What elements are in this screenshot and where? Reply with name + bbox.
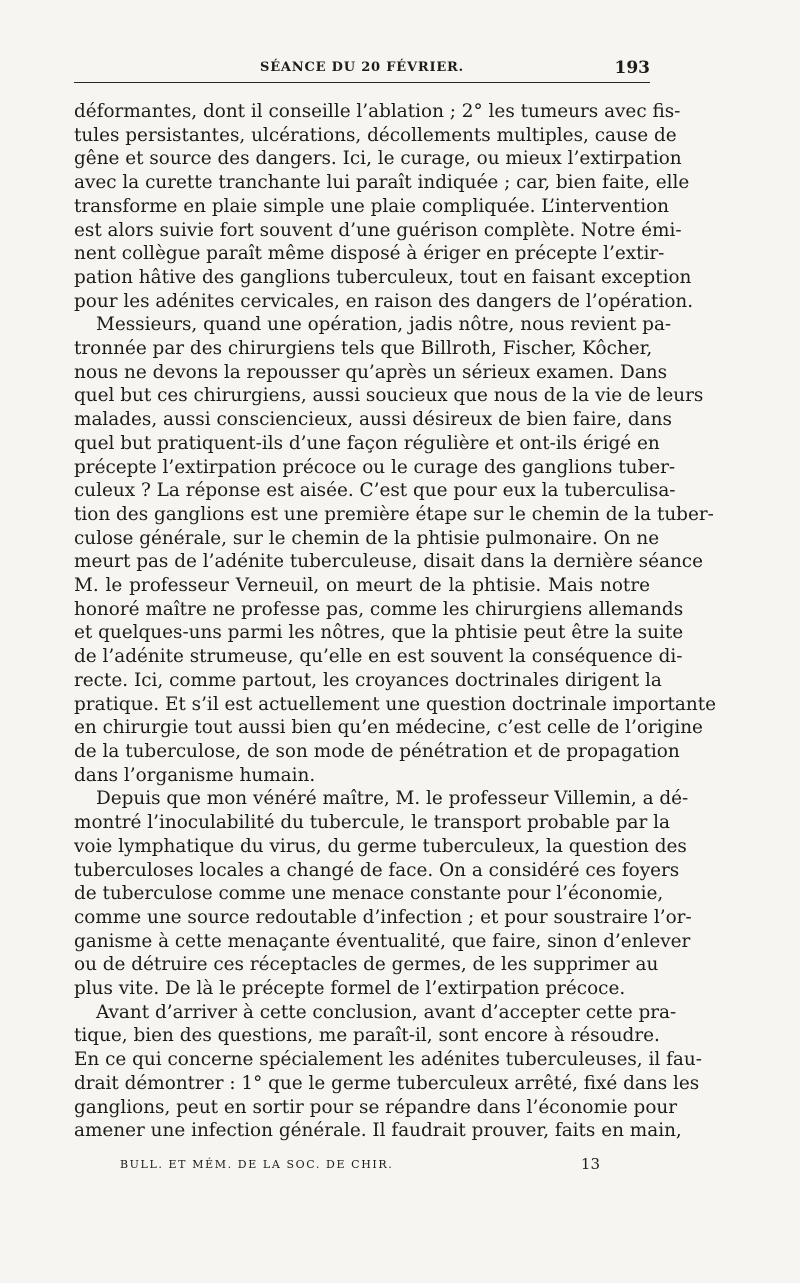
text-line: tique, bien des questions, me paraît-il, sont encore à résoudre. — [74, 1025, 660, 1047]
text-line: pation hâtive des ganglions tuberculeux, tout en faisant exception — [74, 266, 692, 288]
text-line: pour les adénites cervicales, en raison des dangers de l’opération. — [74, 290, 694, 312]
text-line: et quelques-uns parmi les nôtres, que la phtisie peut être la suite — [74, 622, 684, 644]
paragraph — [74, 787, 692, 1000]
text-line: dans l’organisme humain. — [74, 764, 316, 786]
text-line: précepte l’extirpation précoce ou le curage des ganglions tuber- — [74, 456, 676, 478]
text-line: quel but ces chirurgiens, aussi soucieux que nous de la vie de leurs — [74, 385, 704, 407]
text-line: ganglions, peut en sortir pour se répandre dans l’économie pour — [74, 1096, 678, 1118]
text-line: montré l’inoculabilité du tubercule, le transport probable par la — [74, 812, 670, 834]
text-line: tules persistantes, ulcérations, décollements multiples, cause de — [74, 124, 677, 146]
text-line: de la tuberculose, de son mode de pénétration et de propagation — [74, 740, 680, 762]
text-line: recte. Ici, comme partout, les croyances doctrinales dirigent la — [74, 669, 662, 691]
text-line: quel but pratiquent-ils d’une façon régulière et ont-ils érigé en — [74, 432, 660, 454]
paragraph — [74, 1001, 702, 1143]
text-line: nent collègue paraît même disposé à ériger en précepte l’extir- — [74, 243, 665, 265]
text-line: transforme en plaie simple une plaie compliquée. L’intervention — [74, 195, 670, 217]
text-line: avec la curette tranchante lui paraît indiquée ; car, bien faite, elle — [74, 172, 690, 194]
page-footer — [120, 1155, 600, 1173]
text-line: voie lymphatique du virus, du germe tuberculeux, la question des — [74, 835, 687, 857]
text-line: Depuis que mon vénéré maître, M. le professeur Villemin, a dé- — [96, 788, 689, 810]
text-line: comme une source redoutable d’infection ; et pour soustraire l’or- — [74, 906, 692, 928]
text-line: de l’adénite strumeuse, qu’elle en est souvent la conséquence di- — [74, 646, 683, 668]
text-line: tion des ganglions est une première étape sur le chemin de la tuber- — [74, 503, 714, 525]
text-line: drait démontrer : 1° que le germe tuberculeux arrêté, fixé dans les — [74, 1072, 700, 1094]
text-line: malades, aussi consciencieux, aussi désireux de bien faire, dans — [74, 409, 672, 431]
text-line: est alors suivie fort souvent d’une guérison complète. Notre émi- — [74, 219, 682, 241]
text-line: culeux ? La réponse est aisée. C’est que pour eux la tuberculisa- — [74, 480, 676, 502]
text-line: en chirurgie tout aussi bien qu’en médecine, c’est celle de l’origine — [74, 717, 703, 739]
text-line: En ce qui concerne spécialement les adénites tuberculeuses, il fau- — [74, 1049, 702, 1071]
text-line: plus vite. De là le précepte formel de l’extirpation précoce. — [74, 978, 626, 1000]
text-line: gêne et source des dangers. Ici, le curage, ou mieux l’extirpation — [74, 148, 682, 170]
text-line: déformantes, dont il conseille l’ablation ; 2° les tumeurs avec fis- — [74, 101, 681, 122]
page-number: 193 — [614, 58, 650, 78]
text-line: Messieurs, quand une opération, jadis nôtre, nous revient pa- — [96, 314, 672, 336]
body-text — [74, 100, 716, 1143]
signature-mark: 13 — [580, 1155, 600, 1173]
text-line: ganisme à cette menaçante éventualité, que faire, sinon d’enlever — [74, 930, 691, 952]
text-line: de tuberculose comme une menace constante pour l’économie, — [74, 883, 664, 905]
text-line: meurt pas de l’adénite tuberculeuse, disait dans la dernière séance — [74, 551, 703, 573]
text-line: tuberculoses locales a changé de face. On a considéré ces foyers — [74, 859, 680, 881]
running-header — [74, 58, 650, 83]
journal-abbreviation: BULL. ET MÉM. DE LA SOC. DE CHIR. — [120, 1158, 394, 1171]
text-line: tronnée par des chirurgiens tels que Billroth, Fischer, Kôcher, — [74, 338, 653, 360]
text-line: pratique. Et s’il est actuellement une question doctrinale importante — [74, 693, 716, 715]
text-line: culose générale, sur le chemin de la phtisie pulmonaire. On ne — [74, 527, 660, 549]
text-line: nous ne devons la repousser qu’après un sérieux examen. Dans — [74, 361, 668, 383]
text-line: honoré maître ne professe pas, comme les chirurgiens allemands — [74, 598, 684, 620]
text-line: Avant d’arriver à cette conclusion, avant d’accepter cette pra- — [96, 1001, 677, 1023]
paragraph — [74, 100, 694, 313]
running-title: SÉANCE DU 20 FÉVRIER. — [260, 60, 464, 75]
paragraph — [74, 313, 716, 787]
text-line: amener une infection générale. Il faudrait prouver, faits en main, — [74, 1120, 682, 1142]
text-line: ou de détruire ces réceptacles de germes, de les supprimer au — [74, 954, 659, 976]
text-line: M. le professeur Verneuil, on meurt de la phtisie. Mais notre — [74, 575, 650, 597]
